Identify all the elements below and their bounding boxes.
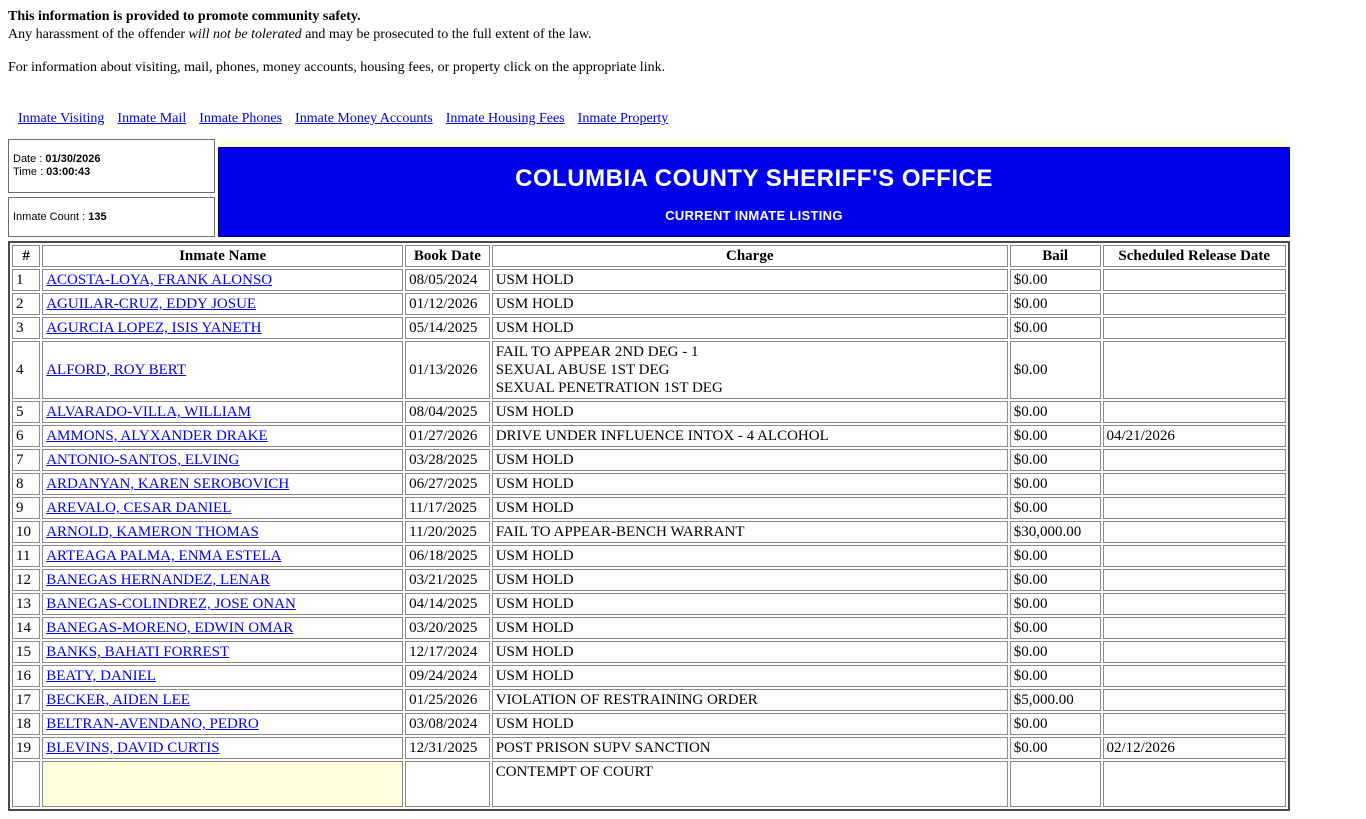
table-row <box>12 293 1286 315</box>
charge-cell <box>492 521 1008 543</box>
release-date-cell <box>1103 269 1287 291</box>
row-number: 2 <box>12 293 40 315</box>
charge-line: POST PRISON SUPV SANCTION <box>495 740 711 756</box>
charge-line: USM HOLD <box>495 296 574 312</box>
book-date-cell: 03/28/2025 <box>405 449 490 471</box>
release-date-cell <box>1103 593 1287 615</box>
inmate-name-link[interactable]: AGURCIA LOPEZ, ISIS YANETH <box>46 320 262 336</box>
charge-cell <box>492 317 1008 339</box>
inmate-name-cell <box>42 689 403 711</box>
bail-cell: $0.00 <box>1010 269 1101 291</box>
links-info-line: For information about visiting, mail, phones, money accounts, housing fees, or property click on the appropriate link. <box>8 60 666 75</box>
table-row <box>12 521 1286 543</box>
row-number: 8 <box>12 473 40 495</box>
safety-notice-title: This information is provided to promote community safety. <box>8 9 361 24</box>
bail-cell: $0.00 <box>1010 617 1101 639</box>
charge-line: USM HOLD <box>495 500 574 516</box>
table-row <box>12 317 1286 339</box>
book-date-cell: 03/20/2025 <box>405 617 490 639</box>
table-row <box>12 473 1286 495</box>
link-inmate-housing-fees[interactable]: Inmate Housing Fees <box>445 111 565 126</box>
inmate-table <box>8 241 1290 811</box>
release-date-cell <box>1103 293 1287 315</box>
inmate-name-cell <box>42 569 403 591</box>
column-header-inmate-name: Inmate Name <box>42 245 403 267</box>
bail-cell: $0.00 <box>1010 293 1101 315</box>
release-date-cell <box>1103 569 1287 591</box>
inmate-name-link[interactable]: BANEGAS-COLINDREZ, JOSE ONAN <box>46 596 296 612</box>
release-date-cell <box>1103 617 1287 639</box>
bail-cell: $0.00 <box>1010 665 1101 687</box>
table-row <box>12 737 1286 759</box>
release-date-cell <box>1103 317 1287 339</box>
book-date-cell: 01/25/2026 <box>405 689 490 711</box>
inmate-name-link[interactable]: AGUILAR-CRUZ, EDDY JOSUE <box>46 296 257 312</box>
release-date-cell <box>1103 521 1287 543</box>
column-header-number: # <box>12 245 40 267</box>
bail-cell: $0.00 <box>1010 473 1101 495</box>
inmate-name-link[interactable]: BELTRAN-AVENDANO, PEDRO <box>46 716 259 732</box>
inmate-name-link[interactable]: AMMONS, ALYXANDER DRAKE <box>46 428 268 444</box>
release-date-cell <box>1103 641 1287 663</box>
inmate-name-cell <box>42 737 403 759</box>
inmate-name-link[interactable]: ACOSTA-LOYA, FRANK ALONSO <box>46 272 273 288</box>
table-row <box>12 269 1286 291</box>
inmate-name-cell <box>42 665 403 687</box>
column-header-bail: Bail <box>1010 245 1101 267</box>
report-date-value: 01/30/2026 <box>45 153 101 165</box>
charge-cell <box>492 293 1008 315</box>
charge-line: USM HOLD <box>495 572 574 588</box>
charge-cell <box>492 617 1008 639</box>
column-header-release-date: Scheduled Release Date <box>1103 245 1287 267</box>
table-row <box>12 449 1286 471</box>
bail-cell: $0.00 <box>1010 737 1101 759</box>
office-title: COLUMBIA COUNTY SHERIFF'S OFFICE <box>515 165 993 192</box>
row-number: 11 <box>12 545 40 567</box>
release-date-cell <box>1103 713 1287 735</box>
bail-cell: $0.00 <box>1010 713 1101 735</box>
row-number: 13 <box>12 593 40 615</box>
inmate-name-cell <box>42 401 403 423</box>
book-date-cell: 01/27/2026 <box>405 425 490 447</box>
row-number: 10 <box>12 521 40 543</box>
link-inmate-visiting[interactable]: Inmate Visiting <box>18 111 105 126</box>
charge-line: USM HOLD <box>495 644 574 660</box>
release-date-cell <box>1103 341 1287 399</box>
report-time-value: 03:00:43 <box>46 166 91 178</box>
charge-line: CONTEMPT OF COURT <box>495 764 653 780</box>
inmate-links-row <box>8 111 1358 127</box>
charge-line: USM HOLD <box>495 452 574 468</box>
book-date-cell: 08/04/2025 <box>405 401 490 423</box>
charge-cell <box>492 497 1008 519</box>
table-row <box>12 545 1286 567</box>
bail-cell: $30,000.00 <box>1010 521 1101 543</box>
bail-cell: $0.00 <box>1010 401 1101 423</box>
charge-cell <box>492 545 1008 567</box>
bail-cell: $0.00 <box>1010 425 1101 447</box>
table-header-row <box>12 245 1286 267</box>
row-number: 5 <box>12 401 40 423</box>
book-date-cell: 06/27/2025 <box>405 473 490 495</box>
table-row <box>12 593 1286 615</box>
charge-line: FAIL TO APPEAR-BENCH WARRANT <box>495 524 745 540</box>
book-date-cell: 03/21/2025 <box>405 569 490 591</box>
safety-notice <box>8 8 1358 44</box>
inmate-name-cell <box>42 425 403 447</box>
link-inmate-mail[interactable]: Inmate Mail <box>117 111 187 126</box>
link-inmate-property[interactable]: Inmate Property <box>577 111 669 126</box>
inmate-name-link[interactable]: BANKS, BAHATI FORREST <box>46 644 230 660</box>
inmate-name-link[interactable]: BEATY, DANIEL <box>46 668 156 684</box>
table-row <box>12 425 1286 447</box>
charge-line: FAIL TO APPEAR 2ND DEG - 1 <box>495 344 699 360</box>
bail-cell: $5,000.00 <box>1010 689 1101 711</box>
inmate-name-cell <box>42 269 403 291</box>
bail-cell: $0.00 <box>1010 569 1101 591</box>
release-date-cell <box>1103 545 1287 567</box>
harassment-warning-pre: Any harassment of the offender <box>8 27 189 42</box>
book-date-cell: 11/17/2025 <box>405 497 490 519</box>
charge-cell <box>492 569 1008 591</box>
table-row <box>12 617 1286 639</box>
release-date-cell: 02/12/2026 <box>1103 737 1287 759</box>
inmate-count: Inmate Count : 135 <box>13 210 107 223</box>
inmate-count-box <box>8 197 215 237</box>
charge-line: USM HOLD <box>495 596 574 612</box>
meta-column <box>8 139 215 237</box>
charge-line: USM HOLD <box>495 716 574 732</box>
row-number: 1 <box>12 269 40 291</box>
charge-cell <box>492 449 1008 471</box>
inmate-name-link[interactable]: BANEGAS-MORENO, EDWIN OMAR <box>46 620 294 636</box>
charge-line: USM HOLD <box>495 548 574 564</box>
inmate-name-cell <box>42 713 403 735</box>
inmate-name-link[interactable]: ARTEAGA PALMA, ENMA ESTELA <box>46 548 282 564</box>
row-number: 3 <box>12 317 40 339</box>
column-header-charge: Charge <box>492 245 1008 267</box>
charge-cell <box>492 341 1008 399</box>
charge-cell <box>492 665 1008 687</box>
row-number: 19 <box>12 737 40 759</box>
book-date-cell: 11/20/2025 <box>405 521 490 543</box>
column-header-book-date: Book Date <box>405 245 490 267</box>
link-inmate-phones[interactable]: Inmate Phones <box>199 111 283 126</box>
book-date-cell: 03/08/2024 <box>405 713 490 735</box>
book-date-cell: 01/12/2026 <box>405 293 490 315</box>
charge-line: USM HOLD <box>495 620 574 636</box>
table-row <box>12 689 1286 711</box>
inmate-name-cell <box>42 521 403 543</box>
row-number: 9 <box>12 497 40 519</box>
bail-cell: $0.00 <box>1010 449 1101 471</box>
link-inmate-money-accounts[interactable]: Inmate Money Accounts <box>295 111 433 126</box>
row-number: 4 <box>12 341 40 399</box>
table-row <box>12 569 1286 591</box>
charge-line: SEXUAL ABUSE 1ST DEG <box>495 362 670 378</box>
datetime-box <box>8 139 215 193</box>
inmate-name-link[interactable]: ALFORD, ROY BERT <box>46 362 187 378</box>
charge-cell <box>492 593 1008 615</box>
inmate-name-cell <box>42 473 403 495</box>
harassment-warning-post: and may be prosecuted to the full extent of the law. <box>301 27 592 42</box>
bail-cell: $0.00 <box>1010 497 1101 519</box>
charge-line: DRIVE UNDER INFLUENCE INTOX - 4 ALCOHOL <box>495 428 829 444</box>
charge-cell <box>492 689 1008 711</box>
release-date-cell: 04/21/2026 <box>1103 425 1287 447</box>
inmate-name-link[interactable]: ANTONIO-SANTOS, ELVING <box>46 452 240 468</box>
charge-line: USM HOLD <box>495 404 574 420</box>
report-time: Time : 03:00:43 <box>13 166 91 178</box>
bail-cell: $0.00 <box>1010 341 1101 399</box>
row-number: 7 <box>12 449 40 471</box>
charge-cell <box>492 737 1008 759</box>
inmate-name-cell <box>42 617 403 639</box>
book-date-cell: 04/14/2025 <box>405 593 490 615</box>
inmate-name-link[interactable]: BLEVINS, DAVID CURTIS <box>46 740 220 756</box>
inmate-name-cell <box>42 449 403 471</box>
charge-line: USM HOLD <box>495 668 574 684</box>
inmate-name-link[interactable]: ALVARADO-VILLA, WILLIAM <box>46 404 251 420</box>
charge-cell <box>492 473 1008 495</box>
release-date-cell <box>1103 497 1287 519</box>
table-row <box>12 641 1286 663</box>
inmate-name-cell <box>42 317 403 339</box>
table-row <box>12 401 1286 423</box>
charge-cell <box>492 641 1008 663</box>
book-date-cell: 09/24/2024 <box>405 665 490 687</box>
table-row <box>12 341 1286 399</box>
office-banner <box>218 147 1290 237</box>
charge-line: SEXUAL PENETRATION 1ST DEG <box>495 380 723 396</box>
charge-line: USM HOLD <box>495 476 574 492</box>
inmate-count-value: 135 <box>88 210 107 223</box>
row-number: 12 <box>12 569 40 591</box>
inmate-name-link[interactable]: ARDANYAN, KAREN SEROBOVICH <box>46 476 290 492</box>
inmate-name-cell <box>42 497 403 519</box>
bail-cell: $0.00 <box>1010 641 1101 663</box>
report-date: Date : 01/30/2026 <box>13 153 101 165</box>
row-number: 17 <box>12 689 40 711</box>
release-date-cell <box>1103 449 1287 471</box>
book-date-cell: 01/13/2026 <box>405 341 490 399</box>
inmate-name-link[interactable]: AREVALO, CESAR DANIEL <box>46 500 232 516</box>
listing-subtitle: CURRENT INMATE LISTING <box>665 208 843 223</box>
table-row <box>12 713 1286 735</box>
row-number: 15 <box>12 641 40 663</box>
book-date-cell: 08/05/2024 <box>405 269 490 291</box>
charge-line: USM HOLD <box>495 320 574 336</box>
charge-cell <box>492 425 1008 447</box>
charge-line: USM HOLD <box>495 272 574 288</box>
inmate-name-link[interactable]: BECKER, AIDEN LEE <box>46 692 190 708</box>
release-date-cell <box>1103 473 1287 495</box>
bail-cell: $0.00 <box>1010 593 1101 615</box>
header-band <box>8 139 1290 237</box>
harassment-warning-emphasis: will not be tolerated <box>188 27 302 42</box>
row-number: 16 <box>12 665 40 687</box>
table-row <box>12 497 1286 519</box>
inmate-name-cell <box>42 593 403 615</box>
row-number: 6 <box>12 425 40 447</box>
release-date-cell <box>1103 665 1287 687</box>
inmate-name-cell <box>42 545 403 567</box>
row-number: 18 <box>12 713 40 735</box>
row-number: 14 <box>12 617 40 639</box>
charge-cell <box>492 713 1008 735</box>
release-date-cell <box>1103 689 1287 711</box>
book-date-cell: 12/17/2024 <box>405 641 490 663</box>
inmate-name-link[interactable]: BANEGAS HERNANDEZ, LENAR <box>46 572 270 588</box>
table-row <box>12 665 1286 687</box>
inmate-name-cell <box>42 293 403 315</box>
book-date-cell: 05/14/2025 <box>405 317 490 339</box>
release-date-cell <box>1103 401 1287 423</box>
bail-cell: $0.00 <box>1010 545 1101 567</box>
inmate-name-cell <box>42 641 403 663</box>
charge-cell <box>492 401 1008 423</box>
inmate-name-link[interactable]: ARNOLD, KAMERON THOMAS <box>46 524 259 540</box>
book-date-cell: 12/31/2025 <box>405 737 490 759</box>
banner-backdrop <box>218 139 1290 237</box>
inmate-name-cell <box>42 341 403 399</box>
charge-line: VIOLATION OF RESTRAINING ORDER <box>495 692 758 708</box>
book-date-cell: 06/18/2025 <box>405 545 490 567</box>
charge-cell <box>492 269 1008 291</box>
bail-cell: $0.00 <box>1010 317 1101 339</box>
